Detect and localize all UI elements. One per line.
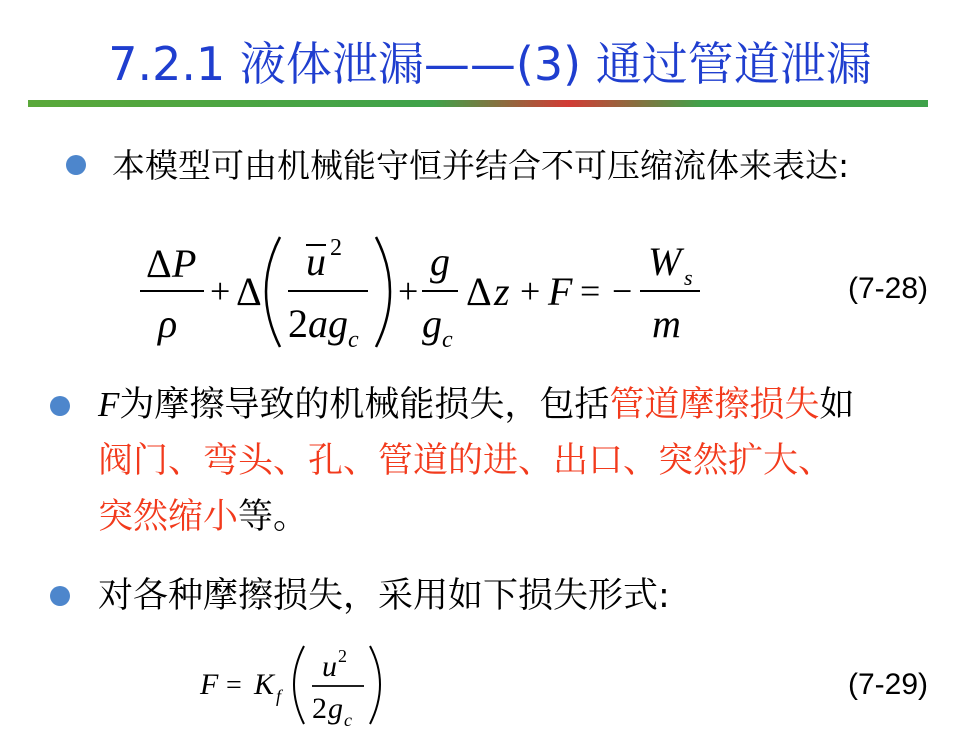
svg-text:F: F — [548, 269, 573, 314]
svg-text:Δ: Δ — [236, 269, 262, 314]
svg-text:g: g — [422, 301, 442, 346]
svg-text:g: g — [328, 692, 343, 725]
bullet-text-1: 本模型可由机械能守恒并结合不可压缩流体来表达: — [112, 146, 850, 185]
svg-text:=: = — [580, 271, 601, 311]
svg-text:Δ: Δ — [466, 269, 492, 314]
bullet-text-2 — [98, 377, 854, 545]
bullet-2-line-1 — [98, 377, 854, 433]
svg-text:2: 2 — [338, 646, 347, 666]
svg-text:Δ: Δ — [146, 241, 172, 286]
bullet-dot-2 — [50, 396, 70, 416]
variable-F: F — [98, 385, 120, 424]
svg-text:P: P — [172, 241, 197, 286]
svg-text:s: s — [684, 265, 693, 290]
highlight-pipe-friction: 管道摩擦损失 — [609, 385, 820, 425]
svg-text:m: m — [652, 301, 681, 346]
svg-text:g: g — [430, 239, 450, 284]
svg-text:z: z — [494, 269, 510, 314]
highlight-contraction: 突然缩小 — [98, 497, 239, 537]
svg-text:2: 2 — [312, 692, 327, 725]
svg-text:ag: ag — [308, 301, 348, 346]
equation-label-7-28: (7-28) — [848, 272, 929, 305]
bullet-2-text-ru: 如 — [819, 385, 855, 425]
bullet-2-text-end: 等。 — [238, 497, 309, 537]
svg-text:+: + — [210, 271, 231, 311]
equation-7-29 — [200, 640, 400, 730]
bullet-dot-1 — [66, 155, 86, 175]
svg-text:−: − — [612, 271, 633, 311]
bullet-2-text: 为摩擦导致的机械能损失，包括 — [119, 385, 610, 425]
svg-text:u: u — [306, 239, 326, 284]
bullet-text-3: 对各种摩擦损失，采用如下损失形式: — [98, 576, 670, 616]
svg-text:ρ: ρ — [158, 301, 178, 346]
svg-text:c: c — [348, 327, 359, 353]
svg-text:u: u — [322, 650, 337, 683]
svg-text:W: W — [648, 239, 682, 284]
svg-text:f: f — [276, 686, 282, 706]
equation-label-7-29: (7-29) — [848, 668, 929, 701]
svg-text:+: + — [398, 271, 419, 311]
svg-text:2: 2 — [288, 301, 308, 346]
page-title: 7.2.1 液体泄漏——(3) 通过管道泄漏 — [108, 37, 872, 91]
equation-7-28 — [140, 225, 710, 353]
bullet-dot-3 — [50, 586, 70, 606]
highlight-fittings: 阀门、弯头、孔、管道的进、出口、突然扩大、 — [98, 441, 834, 481]
svg-text:c: c — [344, 710, 352, 730]
svg-text:+: + — [520, 271, 541, 311]
svg-text:2: 2 — [330, 235, 342, 261]
bullet-2-line-3 — [98, 489, 854, 545]
title-underline — [28, 100, 928, 107]
svg-text:F: F — [200, 668, 219, 701]
svg-text:=: = — [226, 670, 242, 701]
svg-text:c: c — [442, 327, 453, 353]
svg-text:K: K — [254, 668, 275, 701]
